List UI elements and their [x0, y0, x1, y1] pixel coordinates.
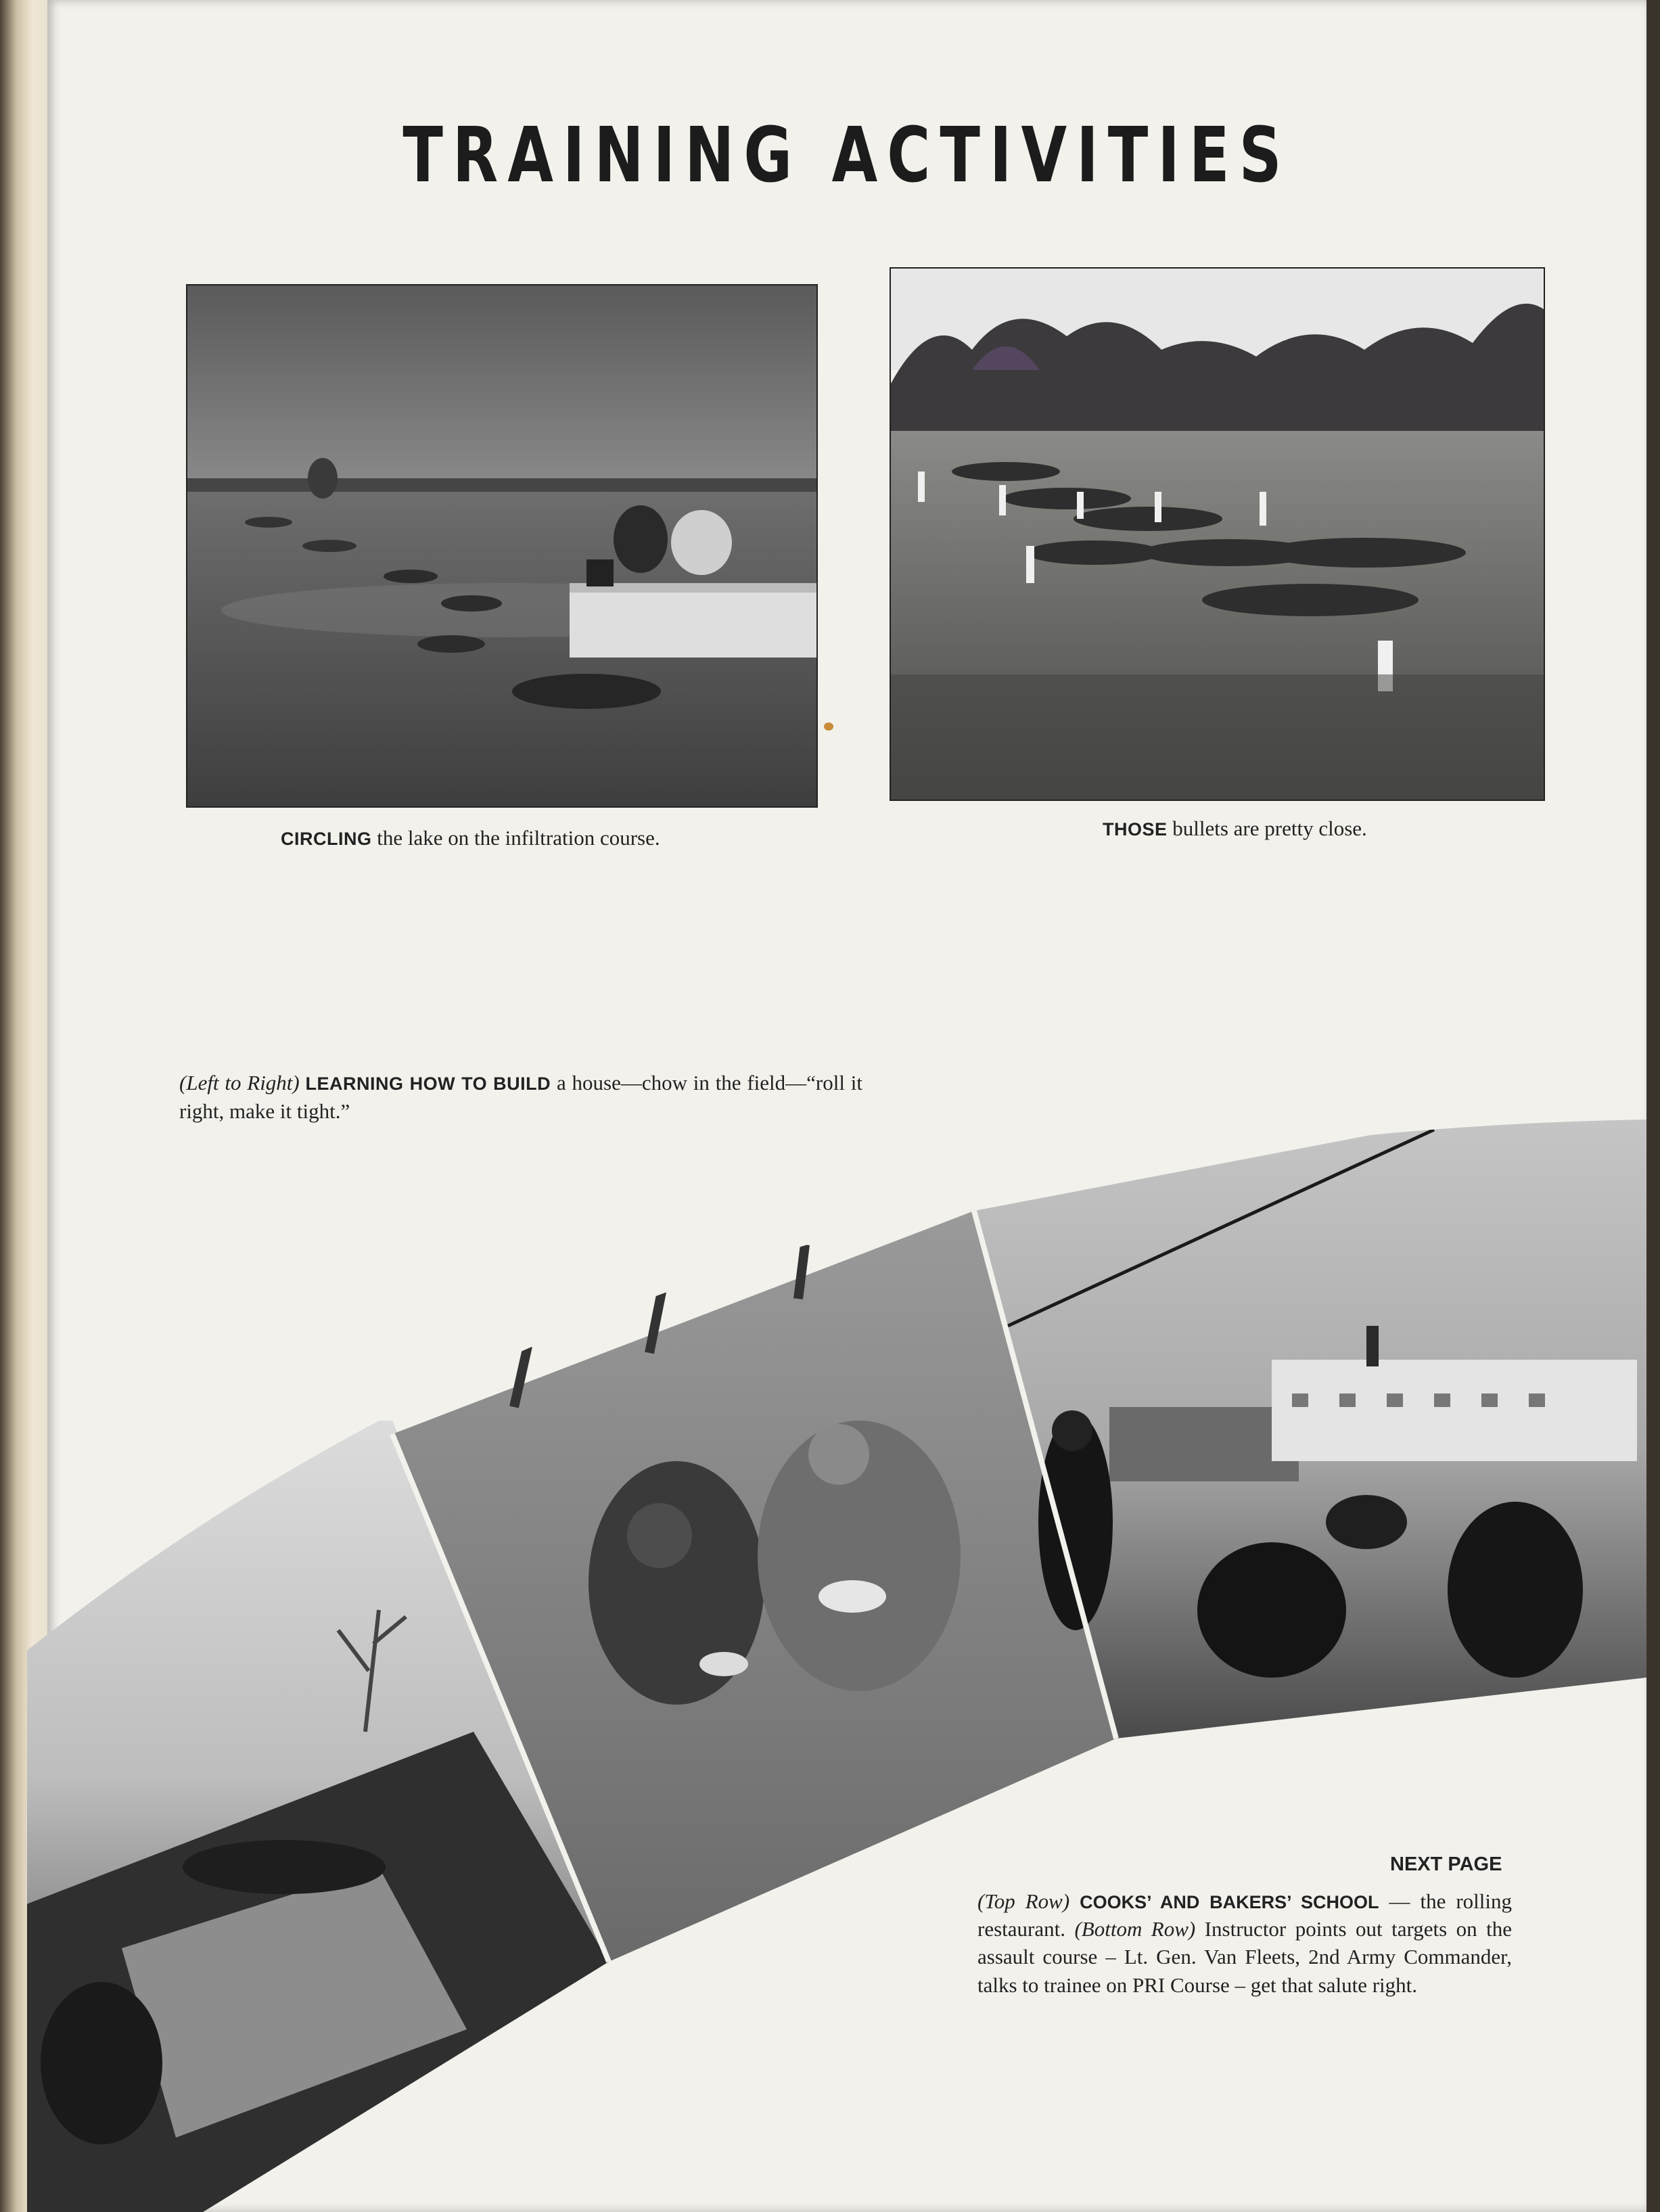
caption-text: bullets are pretty close.: [1167, 816, 1367, 840]
caption-text: — the rolling restaurant.: [977, 1889, 1512, 1941]
caption-lead: LEARNING HOW TO BUILD: [305, 1074, 551, 1094]
page-title: TRAINING ACTIVITIES: [402, 112, 1291, 200]
caption-text: the lake on the infiltration course.: [371, 826, 660, 850]
caption-intro: (Left to Right): [179, 1071, 300, 1095]
caption-lead: COOKS’ AND BAKERS’ SCHOOL: [1080, 1892, 1379, 1912]
caption-text-rest: Instructor points out targets on the assault course – Lt. Gen. Van Fleets, 2nd Army Commander, talks to trainee on PRI Course – get that salute right.: [977, 1917, 1512, 1997]
caption-text: a house—chow in the field—“roll it right, make it tight.”: [179, 1071, 863, 1123]
caption-lead: THOSE: [1103, 819, 1168, 839]
bottom-row-label: (Bottom Row): [1074, 1917, 1196, 1941]
next-page-heading: NEXT PAGE: [1390, 1853, 1502, 1875]
caption-lead: CIRCLING: [281, 829, 372, 849]
top-row-label: (Top Row): [977, 1889, 1070, 1913]
